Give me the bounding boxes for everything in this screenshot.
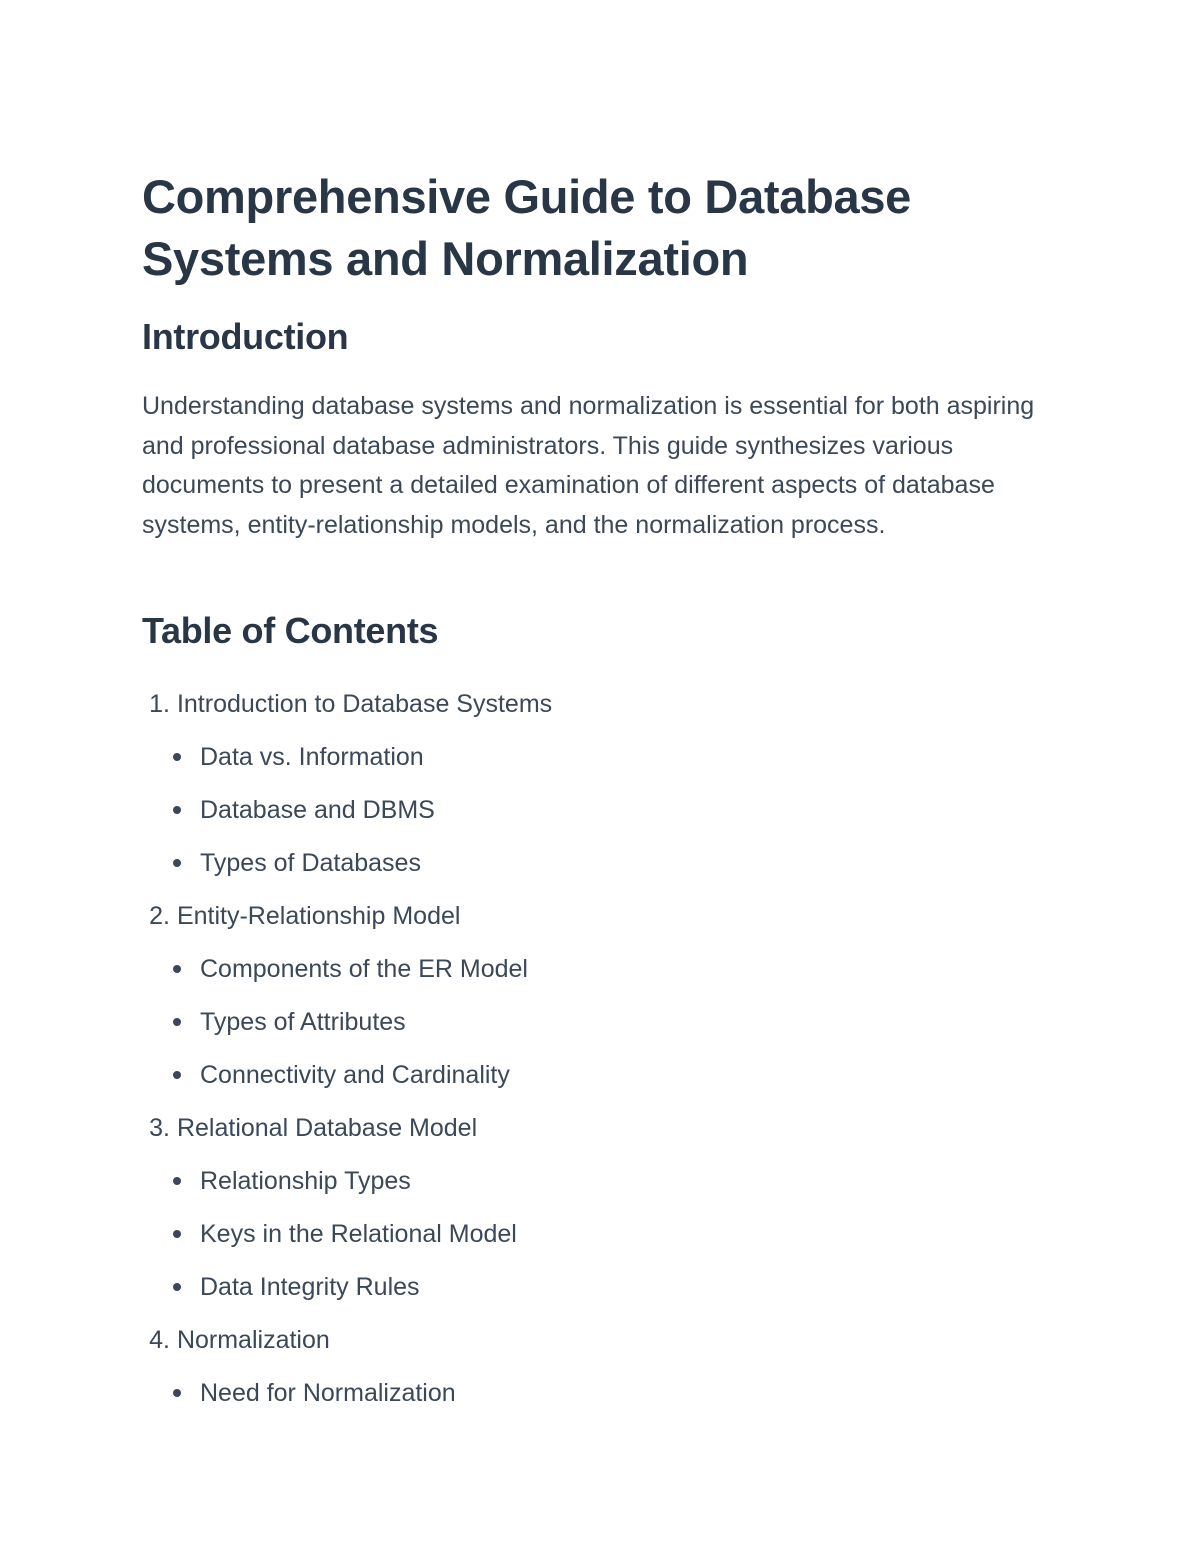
bullet-icon [173,1389,181,1397]
bullet-icon [173,1177,181,1185]
toc-subsection-item [142,1367,552,1420]
toc-section-label: Introduction to Database Systems [176,690,553,718]
introduction-heading: Introduction [142,316,349,357]
toc-section-label: Relational Database Model [176,1114,478,1142]
toc-section-label: Normalization [176,1326,330,1354]
toc-section-number: 1. [149,690,170,718]
toc-subsection-label: Relationship Types [200,1167,411,1195]
toc-section-number: 3. [149,1114,170,1142]
toc-section [142,1102,552,1314]
toc-subsection-item [142,1049,552,1102]
table-of-contents [142,678,552,1420]
toc-subsection-label: Components of the ER Model [200,955,528,983]
toc-section [142,890,552,1102]
bullet-icon [173,1283,181,1291]
toc-section-number: 4. [149,1326,170,1354]
toc-subsection-label: Database and DBMS [200,796,435,824]
toc-subsection-list [142,943,552,1102]
table-of-contents-heading: Table of Contents [142,610,439,651]
toc-subsection-item [142,837,552,890]
bullet-icon [173,1230,181,1238]
toc-subsection-list [142,1367,552,1420]
document-title: Comprehensive Guide to Database Systems and Normalization [142,170,912,285]
toc-subsection-label: Data Integrity Rules [200,1273,420,1301]
toc-section-number: 2. [149,902,170,930]
toc-subsection-item [142,731,552,784]
bullet-icon [173,965,181,973]
toc-subsection-list [142,1155,552,1314]
toc-subsection-list [142,731,552,890]
toc-subsection-item [142,784,552,837]
bullet-icon [173,806,181,814]
toc-subsection-label: Keys in the Relational Model [200,1220,517,1248]
toc-subsection-item [142,1208,552,1261]
toc-section [142,1314,552,1420]
toc-subsection-item [142,996,552,1049]
bullet-icon [173,859,181,867]
toc-subsection-label: Need for Normalization [200,1379,456,1407]
toc-subsection-label: Data vs. Information [200,743,424,771]
toc-subsection-label: Types of Attributes [200,1008,406,1036]
toc-section-label: Entity-Relationship Model [176,902,461,930]
bullet-icon [173,1018,181,1026]
bullet-icon [173,753,181,761]
bullet-icon [173,1071,181,1079]
introduction-paragraph: Understanding database systems and normalization is essential for both aspiring and professional database administrators. This guide synthesizes various documents to present a detailed examination of different aspects of database systems, entity-relationship models, and the normalization process. [142,392,1035,540]
toc-subsection-item [142,1261,552,1314]
toc-subsection-label: Types of Databases [200,849,421,877]
toc-section [142,678,552,890]
toc-subsection-item [142,943,552,996]
toc-subsection-label: Connectivity and Cardinality [200,1061,510,1089]
toc-subsection-item [142,1155,552,1208]
